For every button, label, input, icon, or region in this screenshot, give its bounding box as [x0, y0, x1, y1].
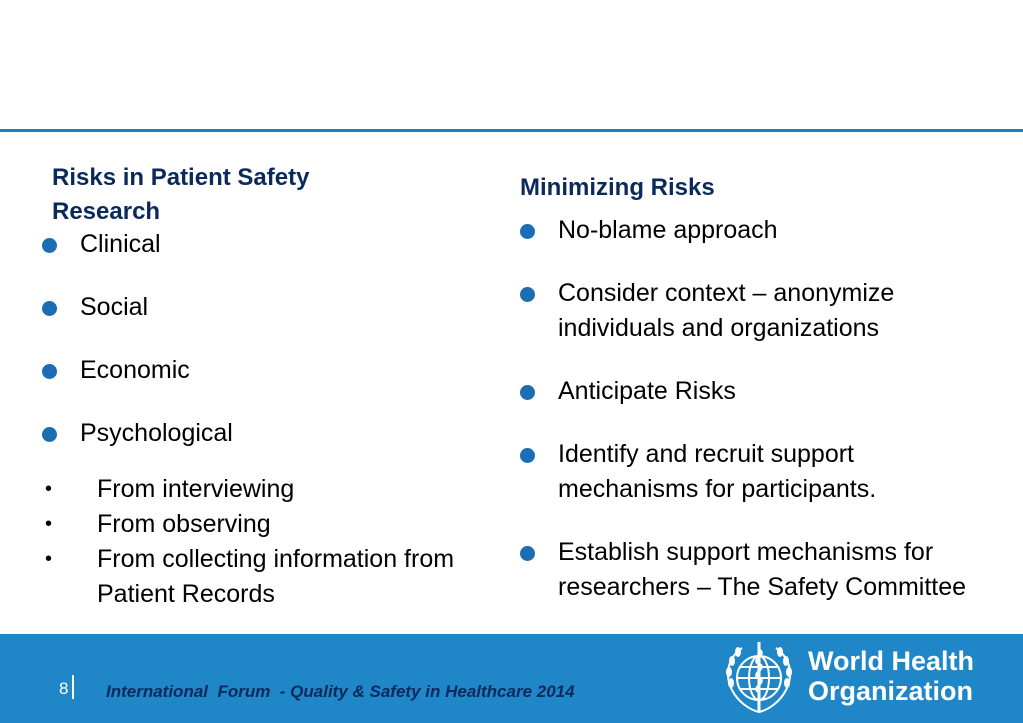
who-logo-text	[808, 646, 1008, 706]
sub-list-item	[42, 542, 482, 612]
list-item-text: No-blame approach	[558, 216, 778, 244]
who-name-line-2: Organization	[808, 676, 974, 706]
who-name-line-1: World Health	[808, 646, 975, 676]
page-number: 8	[59, 679, 69, 698]
bullet-icon: •	[45, 548, 53, 570]
sub-list-item-text: From interviewing	[97, 475, 295, 503]
bullet-icon: •	[45, 478, 53, 500]
list-item	[42, 290, 462, 325]
bullet-icon	[520, 448, 535, 463]
list-item-text: Social	[80, 293, 149, 321]
right-column-heading: Minimizing Risks	[520, 174, 715, 201]
sub-list-item	[42, 507, 482, 542]
page-number-divider	[72, 675, 74, 699]
list-item-text: Identify and recruit support mechanisms for participants.	[558, 440, 877, 503]
bullet-icon	[520, 224, 535, 239]
bullet-icon	[42, 238, 57, 253]
bullet-icon	[42, 427, 57, 442]
list-item-text: Anticipate Risks	[558, 377, 736, 405]
list-item	[520, 374, 990, 409]
sub-list-item-text: From observing	[97, 510, 271, 538]
list-item	[42, 227, 462, 262]
bullet-icon	[520, 385, 535, 400]
list-item-text: Establish support mechanisms for researchers – The Safety Committee	[558, 538, 967, 601]
bullet-icon	[520, 287, 535, 302]
who-emblem-icon	[718, 638, 800, 718]
left-column-heading: Risks in Patient Safety Research	[52, 164, 310, 225]
list-item	[520, 276, 990, 346]
bullet-icon	[42, 301, 57, 316]
minimizing-risks-list	[520, 213, 990, 633]
list-item	[520, 213, 990, 248]
risk-list	[42, 227, 462, 479]
list-item-text: Consider context – anonymize individuals and organizations	[558, 279, 895, 342]
list-item	[520, 437, 990, 507]
list-item	[42, 353, 462, 388]
header-divider	[0, 129, 1023, 132]
list-item	[520, 535, 990, 605]
bullet-icon: •	[45, 513, 53, 535]
bullet-icon	[42, 364, 57, 379]
footer-title: International Forum - Quality & Safety in Healthcare 2014	[106, 682, 575, 701]
list-item-text: Economic	[80, 356, 190, 384]
psychological-sub-list	[42, 472, 482, 612]
list-item	[42, 416, 462, 451]
sub-list-item-text: From collecting information from Patient Records	[97, 545, 455, 608]
list-item-text: Psychological	[80, 419, 233, 447]
bullet-icon	[520, 546, 535, 561]
sub-list-item	[42, 472, 482, 507]
list-item-text: Clinical	[80, 230, 161, 258]
